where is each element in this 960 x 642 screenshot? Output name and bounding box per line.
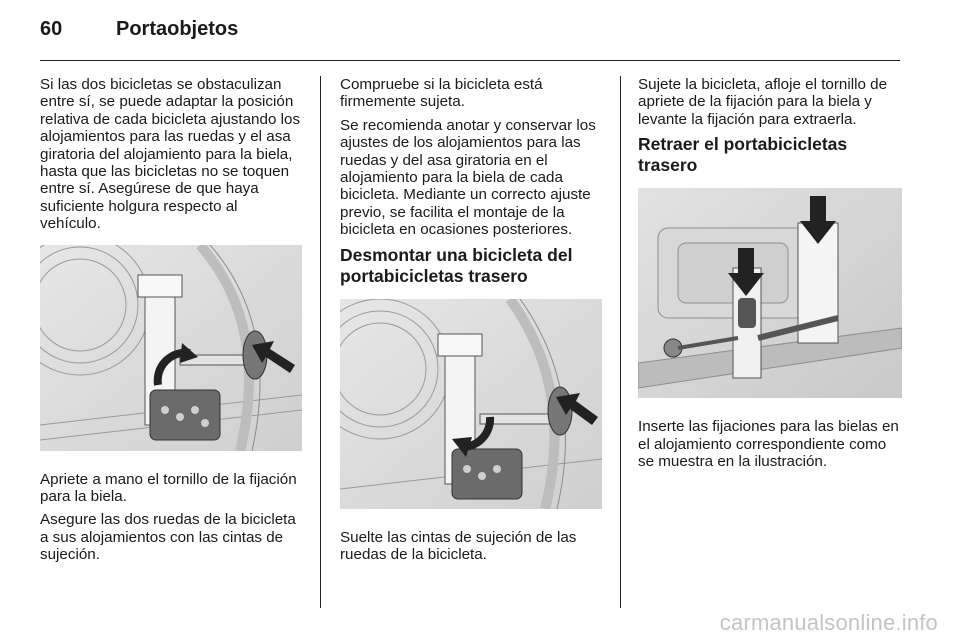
section-heading: Retraer el portabicicletas trasero <box>638 134 848 176</box>
section-heading: Desmontar una bicicleta del portabicicletas trasero <box>340 244 573 286</box>
page-number: 60 <box>40 18 63 40</box>
paragraph: Sujete la bicicleta, afloje el tornillo de apriete de la fijación para la biela y levante la fijación para extraerla. <box>638 76 888 128</box>
column-divider-1 <box>320 76 321 608</box>
column-divider-2 <box>620 76 621 608</box>
paragraph: Suelte las cintas de sujeción de las ruedas de la bicicleta. <box>340 528 577 564</box>
illustration-tighten-crank-screw <box>40 245 302 451</box>
column-1 <box>40 76 302 570</box>
paragraph: Si las dos bicicletas se obstaculizan entre sí, se puede adaptar la posición relativa de cada bicicleta ajustando los alojamientos para las ruedas y el asa giratoria del alojamiento para la biela, hasta que las bicicletas no se toquen entre sí. Asegúrese de que haya suficiente holgura respecto al vehículo. <box>40 76 301 233</box>
column-2 <box>340 76 602 569</box>
paragraph: Asegure las dos ruedas de la bicicleta a sus alojamientos con las cintas de sujeción. <box>40 511 296 564</box>
paragraph: Apriete a mano el tornillo de la fijación para la biela. <box>40 470 297 506</box>
column-3 <box>638 76 902 476</box>
illustration-insert-crank-fixtures <box>638 188 902 398</box>
watermark: carmanualsonline.info <box>719 610 938 635</box>
paragraph: Compruebe si la bicicleta está firmemente sujeta. <box>340 76 543 111</box>
paragraph: Se recomienda anotar y conservar los ajustes de los alojamientos para las ruedas y del asa giratoria en el alojamiento para la biela de cada bicicleta. Mediante un correcto ajuste previo, se facilita el montaje de la bicicleta en ocasiones posteriores. <box>340 116 596 239</box>
illustration-release-straps <box>340 299 602 509</box>
paragraph: Inserte las fijaciones para las bielas en el alojamiento correspondiente como se muestra en la ilustración. <box>638 418 899 471</box>
page-title: Portaobjetos <box>116 18 239 40</box>
header-rule <box>40 60 900 61</box>
